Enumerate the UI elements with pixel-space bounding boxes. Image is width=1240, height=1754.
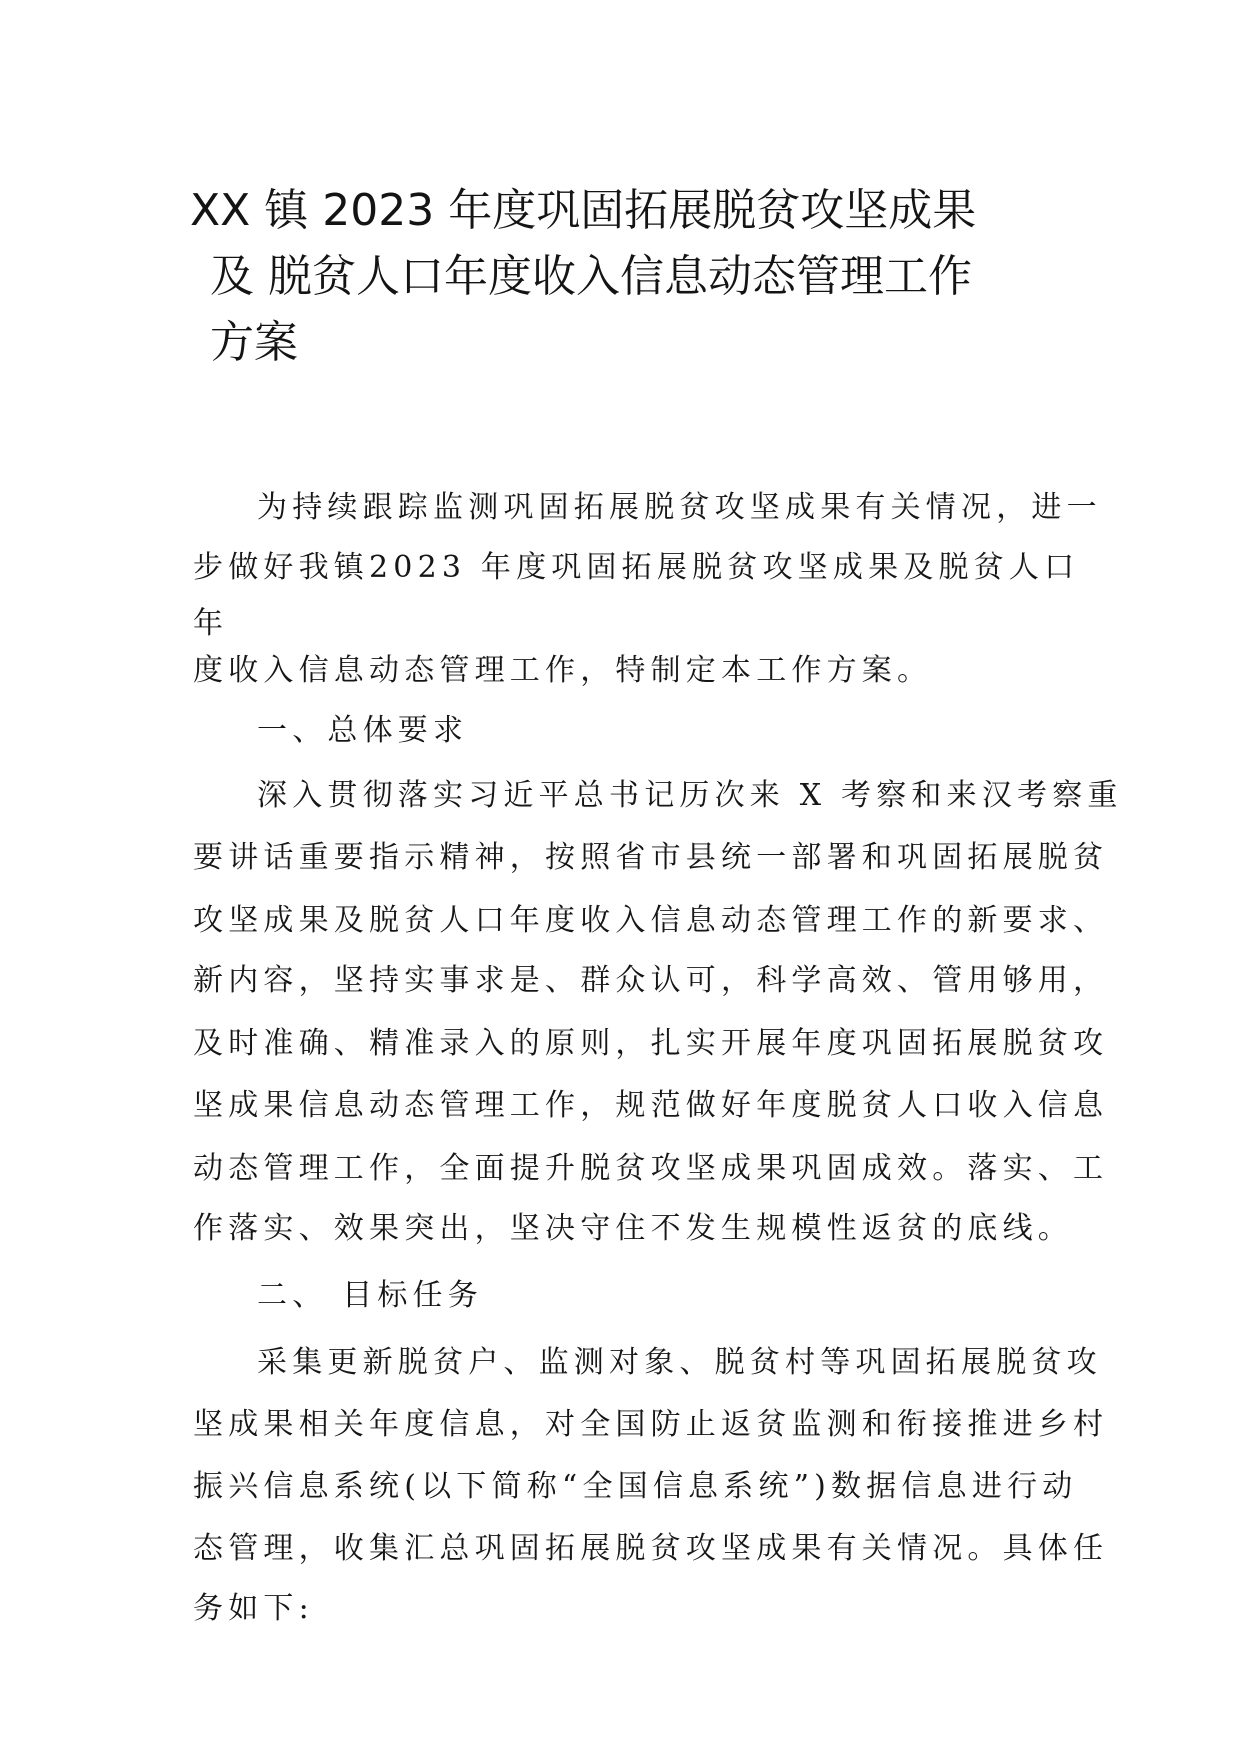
section1-line: 攻坚成果及脱贫人口年度收入信息动态管理工作的新要求、 — [193, 903, 1109, 938]
section-heading-overall-requirements: 一、总体要求 — [257, 713, 469, 748]
section2-line: 坚成果相关年度信息，对全国防止返贫监测和衔接推进乡村 — [193, 1407, 1109, 1442]
section1-line: 坚成果信息动态管理工作，规范做好年度脱贫人口收入信息 — [193, 1088, 1109, 1123]
intro-line: 为持续跟踪监测巩固拓展脱贫攻坚成果有关情况，进一 — [257, 490, 1102, 525]
section2-line: 采集更新脱贫户、监测对象、脱贫村等巩固拓展脱贫攻 — [257, 1345, 1102, 1380]
title-line-1: XX 镇 2023 年度巩固拓展脱贫攻坚成果 — [190, 185, 977, 236]
section-heading-goals-tasks: 二、 目标任务 — [257, 1278, 483, 1313]
document-title — [190, 178, 1050, 376]
section2-line: 态管理，收集汇总巩固拓展脱贫攻坚成果有关情况。具体任 — [193, 1531, 1109, 1566]
section1-line: 新内容，坚持实事求是、群众认可，科学高效、管用够用， — [193, 963, 1109, 998]
title-line-3: 方案 — [210, 317, 298, 368]
intro-line: 年 — [193, 606, 229, 641]
section1-line: 作落实、效果突出，坚决守住不发生规模性返贫的底线。 — [193, 1211, 1073, 1246]
section2-line: 振兴信息系统(以下简称“全国信息系统”)数据信息进行动 — [193, 1469, 1078, 1504]
section1-line: 及时准确、精准录入的原则，扎实开展年度巩固拓展脱贫攻 — [193, 1026, 1109, 1061]
section2-line: 务如下: — [193, 1591, 314, 1626]
title-line-2: 及 脱贫人口年度收入信息动态管理工作 — [210, 251, 972, 302]
intro-line: 度收入信息动态管理工作，特制定本工作方案。 — [193, 653, 933, 688]
section1-line: 动态管理工作，全面提升脱贫攻坚成果巩固成效。落实、工 — [193, 1151, 1109, 1186]
intro-line: 步做好我镇2023 年度巩固拓展脱贫攻坚成果及脱贫人口 — [193, 550, 1080, 585]
section1-line: 深入贯彻落实习近平总书记历次来 X 考察和来汉考察重 — [257, 778, 1123, 813]
section1-line: 要讲话重要指示精神，按照省市县统一部署和巩固拓展脱贫 — [193, 840, 1109, 875]
